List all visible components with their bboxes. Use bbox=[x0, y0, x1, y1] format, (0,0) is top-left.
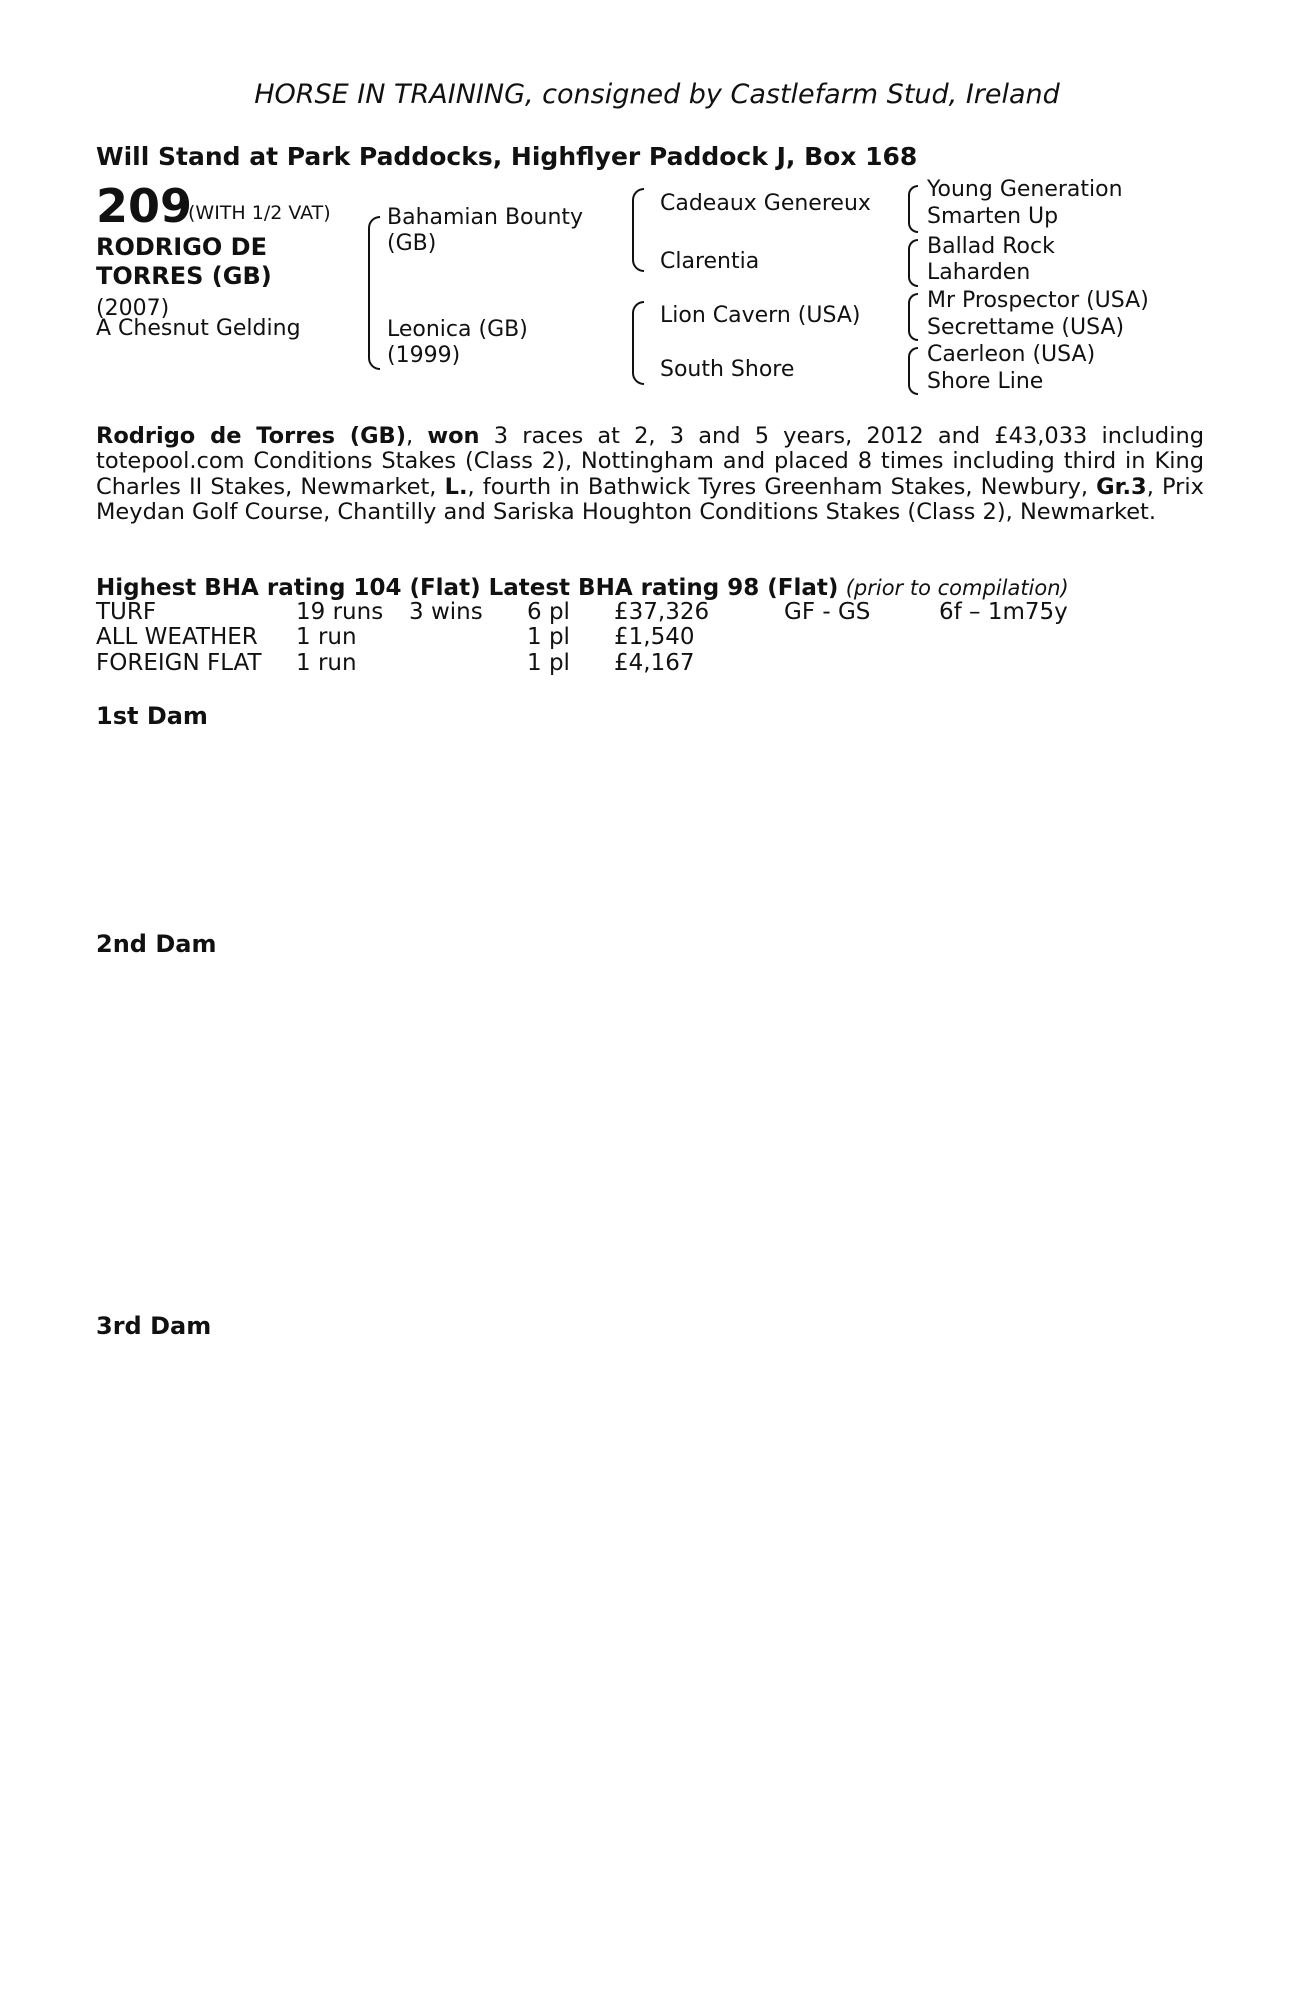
dam2-heading: 2nd Dam bbox=[96, 930, 217, 958]
ped-dss: Mr Prospector (USA) bbox=[927, 288, 1149, 313]
dam: Leonica (GB) bbox=[387, 317, 528, 342]
ped-sds: Ballad Rock bbox=[927, 234, 1055, 259]
pedigree-brace-ss bbox=[632, 188, 644, 272]
ped-dsd: Secrettame (USA) bbox=[927, 315, 1125, 340]
dam3-heading: 3rd Dam bbox=[96, 1312, 212, 1340]
pedigree-brace-b bbox=[908, 239, 918, 287]
pedigree-brace-c bbox=[908, 293, 918, 341]
bha-rating: Highest BHA rating 104 (Flat) Latest BHA rating 98 (Flat) (prior to compilation) bbox=[96, 575, 1069, 601]
pedigree-brace-ds bbox=[632, 301, 644, 385]
ped-ssd: Smarten Up bbox=[927, 204, 1059, 229]
horse-name-line1: RODRIGO DE bbox=[96, 233, 267, 261]
race-record-table bbox=[96, 600, 1068, 676]
table-row: TURF 19 runs 3 wins 6 pl £37,326 GF - GS 6f – 1m75y bbox=[96, 599, 1068, 625]
horse-description: A Chesnut Gelding bbox=[96, 316, 301, 341]
race-summary: Rodrigo de Torres (GB), won 3 races at 2, 3 and 5 years, 2012 and £43,033 including totepool.com Conditions Stakes (Class 2), Nottingham and placed 8 times including third in King Charles II Stakes, Newmarket, L., fourth in Bathwick Tyres Greenham Stakes, Newbury, Gr.3, Prix Meydan Golf Course, Chantilly and Sariska Houghton Conditions Stakes (Class 2), Newmarket. bbox=[96, 423, 1204, 526]
lot-number: 209 bbox=[96, 179, 193, 233]
dam-sire: Lion Cavern (USA) bbox=[660, 303, 861, 328]
pedigree-brace-1 bbox=[368, 216, 380, 370]
dam-dam: South Shore bbox=[660, 357, 795, 382]
sire-dam: Clarentia bbox=[660, 249, 760, 274]
pedigree-brace-d bbox=[908, 347, 918, 395]
horse-name-line2: TORRES (GB) bbox=[96, 262, 272, 290]
sire-country: (GB) bbox=[387, 231, 437, 256]
ped-ddd: Shore Line bbox=[927, 369, 1044, 394]
sire-sire: Cadeaux Genereux bbox=[660, 191, 871, 216]
ped-sdd: Laharden bbox=[927, 260, 1031, 285]
page-header: HORSE IN TRAINING, consigned by Castlefarm Stud, Ireland bbox=[254, 79, 1060, 110]
pedigree-brace-a bbox=[908, 185, 918, 233]
dam1-heading: 1st Dam bbox=[96, 702, 208, 730]
vat-note: (WITH 1/2 VAT) bbox=[188, 202, 331, 224]
stand-location: Will Stand at Park Paddocks, Highflyer Paddock J, Box 168 bbox=[96, 142, 918, 171]
sire: Bahamian Bounty bbox=[387, 205, 584, 230]
table-row: ALL WEATHER 1 run 1 pl £1,540 bbox=[96, 624, 695, 651]
foaling-year: (2007) bbox=[96, 296, 170, 321]
ped-sss: Young Generation bbox=[927, 177, 1123, 202]
table-row: FOREIGN FLAT 1 run 1 pl £4,167 bbox=[96, 649, 695, 676]
dam-year: (1999) bbox=[387, 343, 461, 368]
ped-dds: Caerleon (USA) bbox=[927, 342, 1096, 367]
